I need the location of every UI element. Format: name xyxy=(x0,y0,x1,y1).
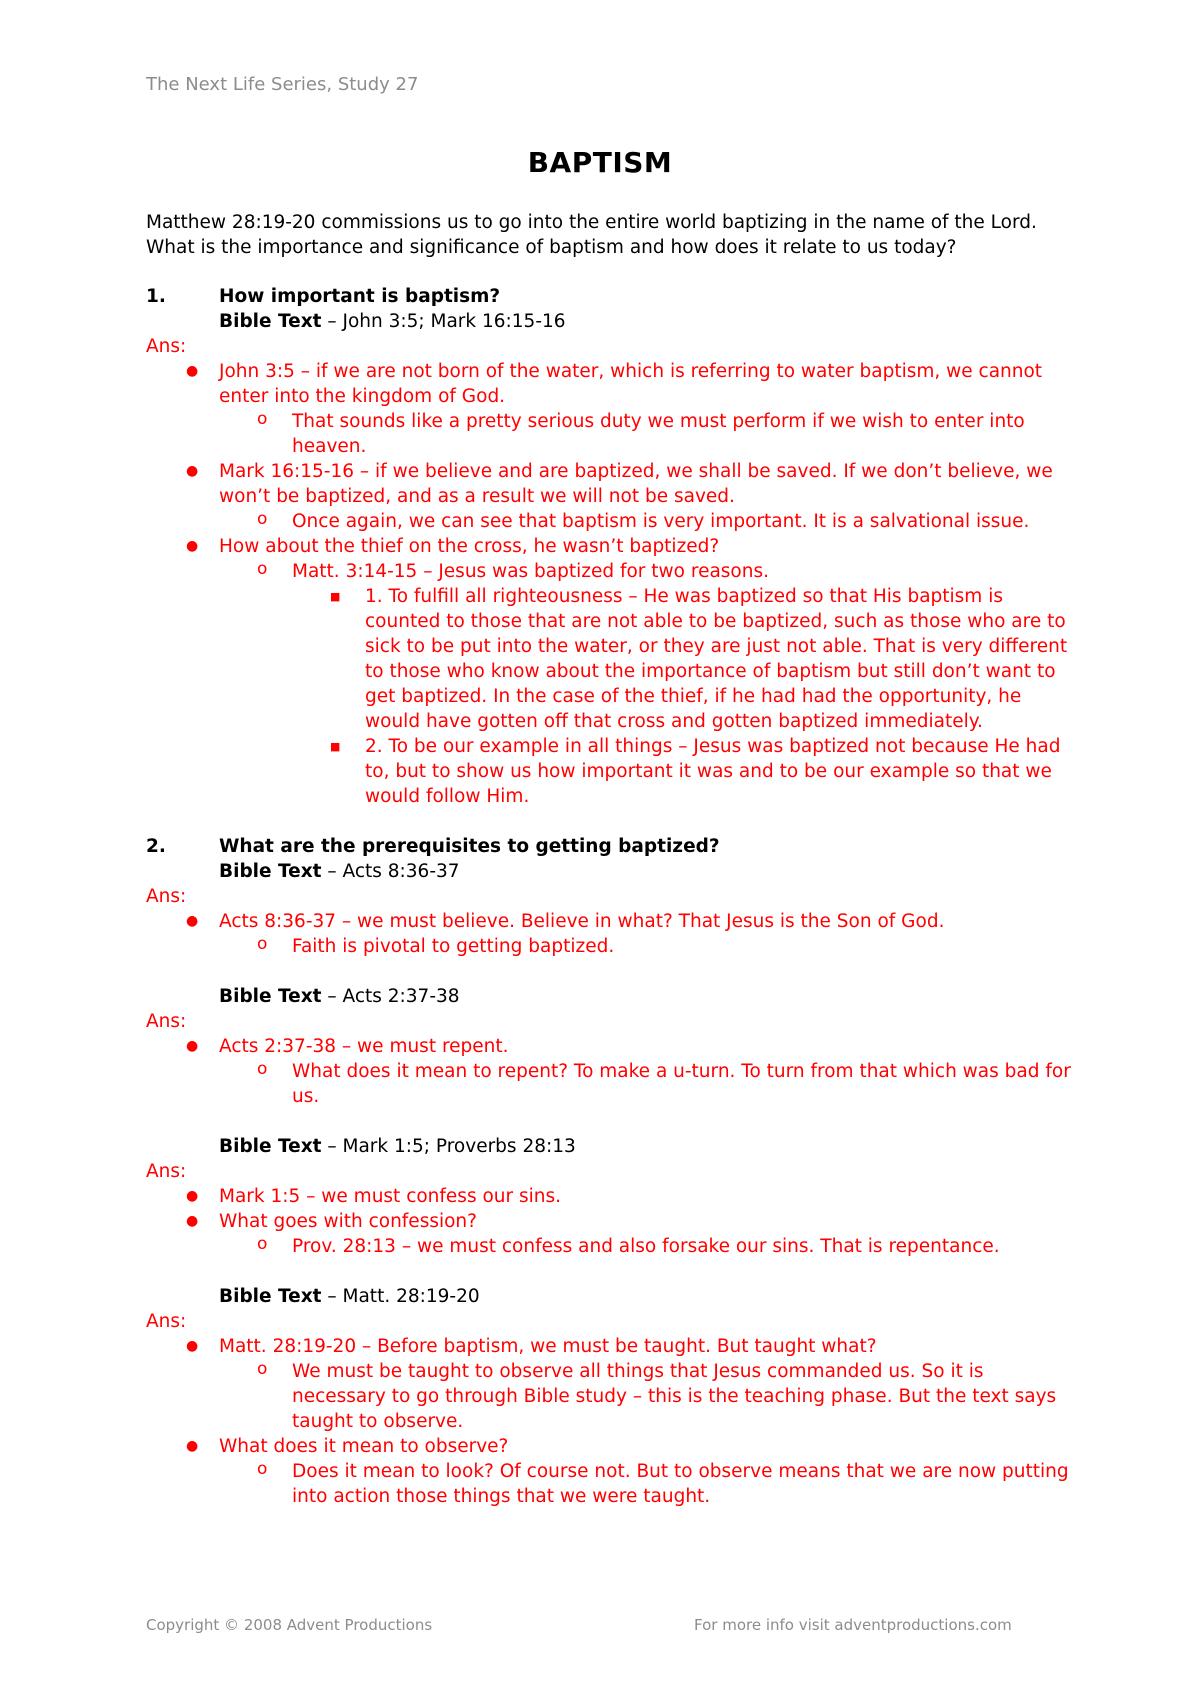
list-item xyxy=(146,534,1076,559)
list-item xyxy=(146,584,1076,734)
series-header: The Next Life Series, Study 27 xyxy=(146,74,419,95)
bullet-icon: ● xyxy=(186,538,199,554)
bullet-icon: ● xyxy=(186,1438,199,1454)
bible-text-refs: – Acts 2:37-38 xyxy=(321,986,460,1007)
list-item xyxy=(146,1209,1076,1234)
question-2 xyxy=(146,834,1076,859)
answer-label: Ans: xyxy=(146,886,187,907)
bible-text-reference xyxy=(219,859,1076,884)
bullet-icon: ● xyxy=(186,463,199,479)
question-number: 1. xyxy=(146,286,166,307)
list-item xyxy=(146,934,1076,959)
circle-bullet-icon: o xyxy=(257,409,268,429)
list-item xyxy=(146,409,1076,459)
bible-text-label: Bible Text xyxy=(219,1136,322,1157)
question-1 xyxy=(146,284,1076,309)
answer-list xyxy=(146,1184,1076,1259)
list-item-text: Matt. 3:14-15 – Jesus was baptized for two reasons. xyxy=(292,561,769,582)
list-item xyxy=(146,359,1076,409)
list-item xyxy=(146,1434,1076,1459)
list-item xyxy=(146,734,1076,809)
bible-text-refs: – Matt. 28:19-20 xyxy=(321,1286,480,1307)
list-item-text: Mark 1:5 – we must confess our sins. xyxy=(219,1186,562,1207)
study-content xyxy=(146,210,1076,1509)
bullet-icon: ● xyxy=(186,1338,199,1354)
list-item xyxy=(146,559,1076,584)
list-item-text: Mark 16:15-16 – if we believe and are baptized, we shall be saved. If we don’t believe, we won’t be baptized, and as a result we will not be saved. xyxy=(219,461,1053,507)
bible-text-label: Bible Text xyxy=(219,861,322,882)
footer-copyright: Copyright © 2008 Advent Productions xyxy=(146,1616,433,1634)
list-item xyxy=(146,909,1076,934)
intro-paragraph: Matthew 28:19-20 commissions us to go into the entire world baptizing in the name of the Lord. What is the importance and significance of baptism and how does it relate to us today? xyxy=(146,212,1037,258)
circle-bullet-icon: o xyxy=(257,1459,268,1479)
answer-list xyxy=(146,909,1076,959)
list-item xyxy=(146,1459,1076,1509)
list-item xyxy=(146,459,1076,509)
bible-text-refs: – Acts 8:36-37 xyxy=(321,861,460,882)
list-item-text: Faith is pivotal to getting baptized. xyxy=(292,936,615,957)
list-item-text: Does it mean to look? Of course not. But to observe means that we are now putting into action those things that we were taught. xyxy=(292,1461,1069,1507)
square-bullet-icon: ■ xyxy=(330,740,341,753)
list-item-text: Acts 8:36-37 – we must believe. Believe in what? That Jesus is the Son of God. xyxy=(219,911,945,932)
bullet-icon: ● xyxy=(186,363,199,379)
bible-text-reference xyxy=(219,984,1076,1009)
answer-label: Ans: xyxy=(146,1161,187,1182)
bible-text-label: Bible Text xyxy=(219,311,322,332)
list-item-text: Acts 2:37-38 – we must repent. xyxy=(219,1036,509,1057)
bible-text-label: Bible Text xyxy=(219,986,322,1007)
list-item xyxy=(146,1359,1076,1434)
list-item xyxy=(146,1334,1076,1359)
bible-text-refs: – John 3:5; Mark 16:15-16 xyxy=(321,311,566,332)
list-item-text: We must be taught to observe all things that Jesus commanded us. So it is necessary to go through Bible study – this is the teaching phase. But the text says taught to observe. xyxy=(292,1361,1057,1432)
list-item-text: What does it mean to repent? To make a u-turn. To turn from that which was bad for us. xyxy=(292,1061,1071,1107)
list-item xyxy=(146,1034,1076,1059)
answer-list xyxy=(146,1334,1076,1509)
bullet-icon: ● xyxy=(186,1038,199,1054)
bible-text-refs: – Mark 1:5; Proverbs 28:13 xyxy=(321,1136,576,1157)
list-item xyxy=(146,1184,1076,1209)
list-item-text: 2. To be our example in all things – Jesus was baptized not because He had to, but to show us how important it was and to be our example so that we would follow Him. xyxy=(365,736,1061,807)
answer-list xyxy=(146,359,1076,809)
circle-bullet-icon: o xyxy=(257,559,268,579)
list-item-text: How about the thief on the cross, he wasn’t baptized? xyxy=(219,536,720,557)
list-item-text: That sounds like a pretty serious duty we must perform if we wish to enter into heaven. xyxy=(292,411,1025,457)
question-number: 2. xyxy=(146,836,166,857)
page-title: BAPTISM xyxy=(527,146,673,179)
circle-bullet-icon: o xyxy=(257,1359,268,1379)
circle-bullet-icon: o xyxy=(257,509,268,529)
list-item-text: Matt. 28:19-20 – Before baptism, we must be taught. But taught what? xyxy=(219,1336,877,1357)
list-item xyxy=(146,509,1076,534)
list-item xyxy=(146,1234,1076,1259)
bullet-icon: ● xyxy=(186,913,199,929)
circle-bullet-icon: o xyxy=(257,1234,268,1254)
bible-text-reference xyxy=(219,309,1076,334)
bullet-icon: ● xyxy=(186,1188,199,1204)
list-item-text: What goes with confession? xyxy=(219,1211,477,1232)
circle-bullet-icon: o xyxy=(257,1059,268,1079)
list-item xyxy=(146,1059,1076,1109)
circle-bullet-icon: o xyxy=(257,934,268,954)
footer-info: For more info visit adventproductions.com xyxy=(694,1616,1012,1634)
list-item-text: Once again, we can see that baptism is very important. It is a salvational issue. xyxy=(292,511,1030,532)
question-text: How important is baptism? xyxy=(219,286,501,307)
answer-list xyxy=(146,1034,1076,1109)
list-item-text: 1. To fulfill all righteousness – He was baptized so that His baptism is counted to those that are not able to be baptized, such as those who are to sick to be put into the water, or they are just not able. That is very different to those who know about the importance of baptism but still don’t want to get baptized. In the case of the thief, if he had had the opportunity, he would have gotten off that cross and gotten baptized immediately. xyxy=(365,586,1068,732)
list-item-text: Prov. 28:13 – we must confess and also forsake our sins. That is repentance. xyxy=(292,1236,1000,1257)
answer-label: Ans: xyxy=(146,336,187,357)
answer-label: Ans: xyxy=(146,1011,187,1032)
question-text: What are the prerequisites to getting baptized? xyxy=(219,836,720,857)
bible-text-reference xyxy=(219,1134,1076,1159)
answer-label: Ans: xyxy=(146,1311,187,1332)
bible-text-reference xyxy=(219,1284,1076,1309)
bible-text-label: Bible Text xyxy=(219,1286,322,1307)
bullet-icon: ● xyxy=(186,1213,199,1229)
list-item-text: What does it mean to observe? xyxy=(219,1436,509,1457)
square-bullet-icon: ■ xyxy=(330,590,341,603)
list-item-text: John 3:5 – if we are not born of the water, which is referring to water baptism, we cannot enter into the kingdom of God. xyxy=(219,361,1043,407)
